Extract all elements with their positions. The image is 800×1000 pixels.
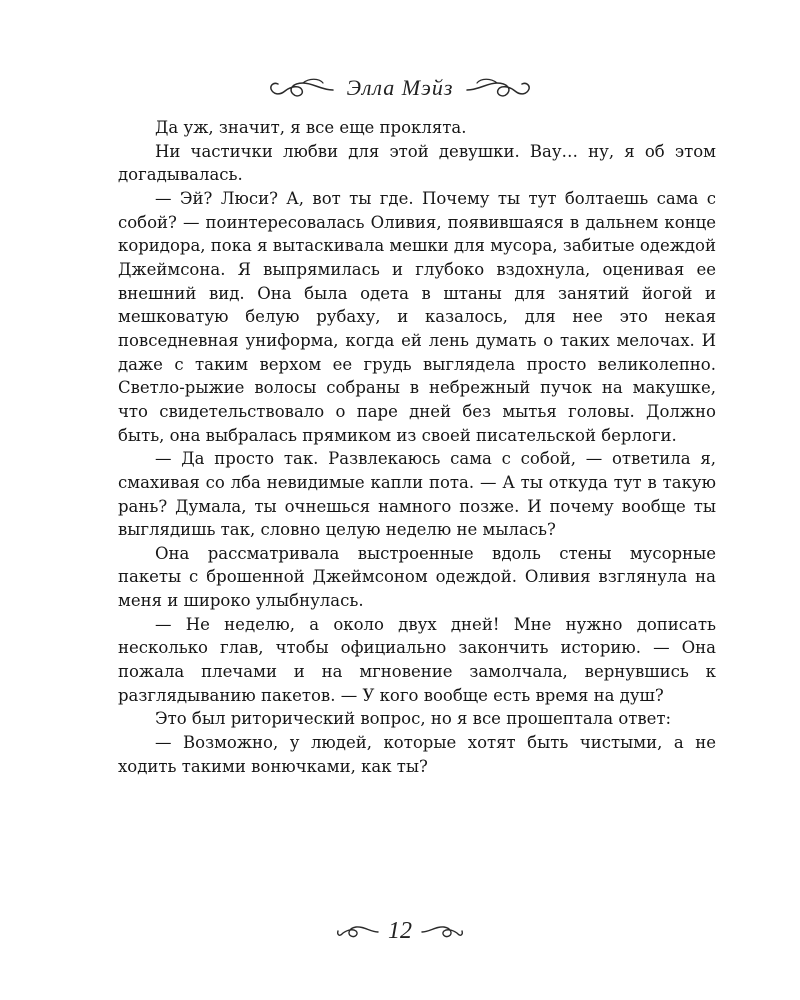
paragraph: — Возможно, у людей, которые хотят быть чистыми, а не ходить такими вонючками, как ты? xyxy=(118,733,716,776)
paragraph: Да уж, значит, я все еще проклята. xyxy=(155,118,467,137)
flourish-right-icon xyxy=(465,74,531,102)
paragraph: — Да просто так. Развлекаюсь сама с собой, — ответила я, смахивая со лба невидимые капли пота. — А ты откуда тут в такую рань? Думала, ты очнешься намного позже. И почему вообще ты выглядишь так, словно целую неделю не мылась? xyxy=(118,449,716,540)
paragraph: Ни частички любви для этой девушки. Вау… ну, я об этом догадывалась. xyxy=(118,141,716,185)
page-footer xyxy=(0,912,800,950)
page-number: 12 xyxy=(388,917,412,944)
paragraph: Она рассматривала выстроенные вдоль стены мусорные пакеты с брошенной Джеймсоном одеждой. Оливия взглянула на меня и широко улыбнулась. xyxy=(118,543,716,611)
flourish-left-icon xyxy=(269,74,335,102)
running-header xyxy=(0,70,800,106)
flourish-right-small-icon xyxy=(420,920,464,942)
paragraph: Это был риторический вопрос, но я все прошептала ответ: xyxy=(155,709,672,729)
author-name: Элла Мэйз xyxy=(346,75,454,100)
flourish-left-small-icon xyxy=(336,920,380,942)
paragraph: — Эй? Люси? А, вот ты где. Почему ты тут болтаешь сама с собой? — поинтересовалась Оливия, появившаяся в дальнем конце коридора, пока я вытаскивала мешки для мусора, забитые одеждой Джеймсона. Я выпрямилась и глубоко вздохнула, оценивая ее внешний вид. Она была одета в штаны для занятий йогой и мешковатую белую рубаху, и казалось, для нее это некая повседневная униформа, когда ей лень думать о таких мелочах. И даже с таким верхом ее грудь выглядела просто великолепно. Светло-рыжие волосы собраны в небрежный пучок на макушке, что свидетельствовало о паре дней без мытья головы. Должно быть, она выбралась прямиком из своей писательской берлоги. xyxy=(118,188,716,445)
body-text xyxy=(118,116,716,778)
paragraph: — Не неделю, а около двух дней! Мне нужно дописать несколько глав, чтобы официально закончить историю. — Она пожала плечами и на мгновение замолчала, вернувшись к разглядыванию пакетов. — У кого вообще есть время на душ? xyxy=(118,614,716,705)
